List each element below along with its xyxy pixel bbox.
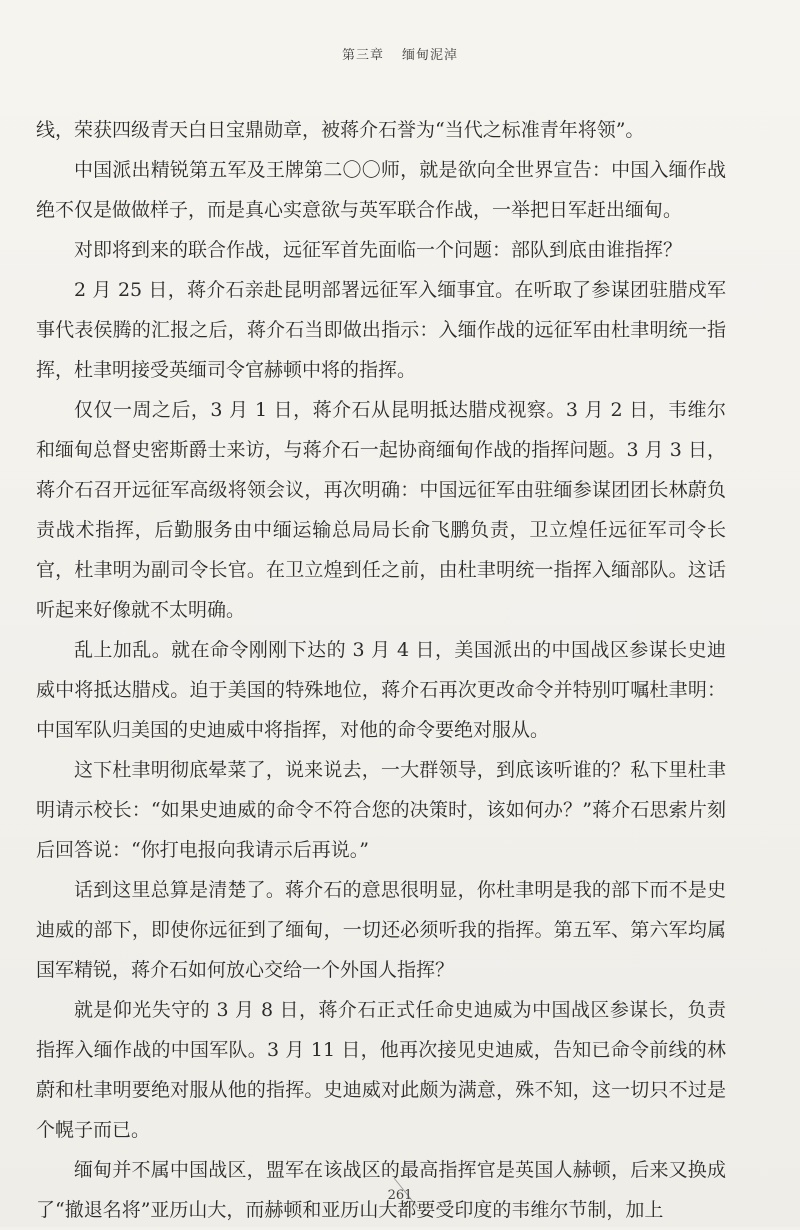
paragraph: 话到这里总算是清楚了。蒋介石的意思很明显，你杜聿明是我的部下而不是史迪威的部下，即使你远征到了缅甸，一切还必须听我的指挥。第五军、第六军均属国军精锐，蒋介石如何放心交给一个外国人指挥？ [36, 879, 726, 981]
body-text [36, 110, 726, 1230]
paragraph: 仅仅一周之后，3 月 1 日，蒋介石从昆明抵达腊戍视察。3 月 2 日，韦维尔和缅甸总督史密斯爵士来访，与蒋介石一起协商缅甸作战的指挥问题。3 月 3 日，蒋介石召开远征军高级将领会议，再次明确：中国远征军由驻缅参谋团团长林蔚负责战术指挥，后勤服务由中缅运输总局局长俞飞鹏负责，卫立煌任远征军司令长官，杜聿明为副司令长官。在卫立煌到任之前，由杜聿明统一指挥入缅部队。这话听起来好像就不太明确。 [36, 399, 726, 621]
paragraph: 对即将到来的联合作战，远征军首先面临一个问题：部队到底由谁指挥？ [74, 239, 683, 261]
chapter-number: 第三章 [341, 48, 384, 63]
paragraph: 乱上加乱。就在命令刚刚下达的 3 月 4 日，美国派出的中国战区参谋长史迪威中将抵达腊戍。迫于美国的特殊地位，蒋介石再次更改命令并特别叮嘱杜聿明：中国军队归美国的史迪威中将指挥，对他的命令要绝对服从。 [36, 639, 726, 741]
chapter-title: 缅甸泥淖 [402, 48, 459, 63]
paragraph: 这下杜聿明彻底晕菜了，说来说去，一大群领导，到底该听谁的？私下里杜聿明请示校长：“如果史迪威的命令不符合您的决策时，该如何办？”蒋介石思索片刻后回答说：“你打电报向我请示后再说。” [36, 759, 726, 861]
paragraph: 缅甸并不属中国战区，盟军在该战区的最高指挥官是英国人赫顿，后来又换成了“撤退名将”亚历山大，而赫顿和亚历山大都要受印度的韦维尔节制，加上 [36, 1159, 726, 1221]
paragraph: 中国派出精锐第五军及王牌第二〇〇师，就是欲向全世界宣告：中国入缅作战绝不仅是做做样子，而是真心实意欲与英军联合作战，一举把日军赶出缅甸。 [36, 159, 726, 221]
paragraph: 2 月 25 日，蒋介石亲赴昆明部署远征军入缅事宜。在听取了参谋团驻腊戍军事代表侯腾的汇报之后，蒋介石当即做出指示：入缅作战的远征军由杜聿明统一指挥，杜聿明接受英缅司令官赫顿中将的指挥。 [36, 279, 726, 381]
running-header [0, 44, 800, 63]
paragraph: 线，荣获四级青天白日宝鼎勋章，被蒋介石誉为“当代之标准青年将领”。 [36, 119, 645, 141]
paragraph: 就是仰光失守的 3 月 8 日，蒋介石正式任命史迪威为中国战区参谋长，负责指挥入缅作战的中国军队。3 月 11 日，他再次接见史迪威，告知已命令前线的林蔚和杜聿明要绝对服从他的指挥。史迪威对此颇为满意，殊不知，这一切只不过是个幌子而已。 [36, 999, 726, 1141]
page-number: 261 [387, 1188, 413, 1203]
